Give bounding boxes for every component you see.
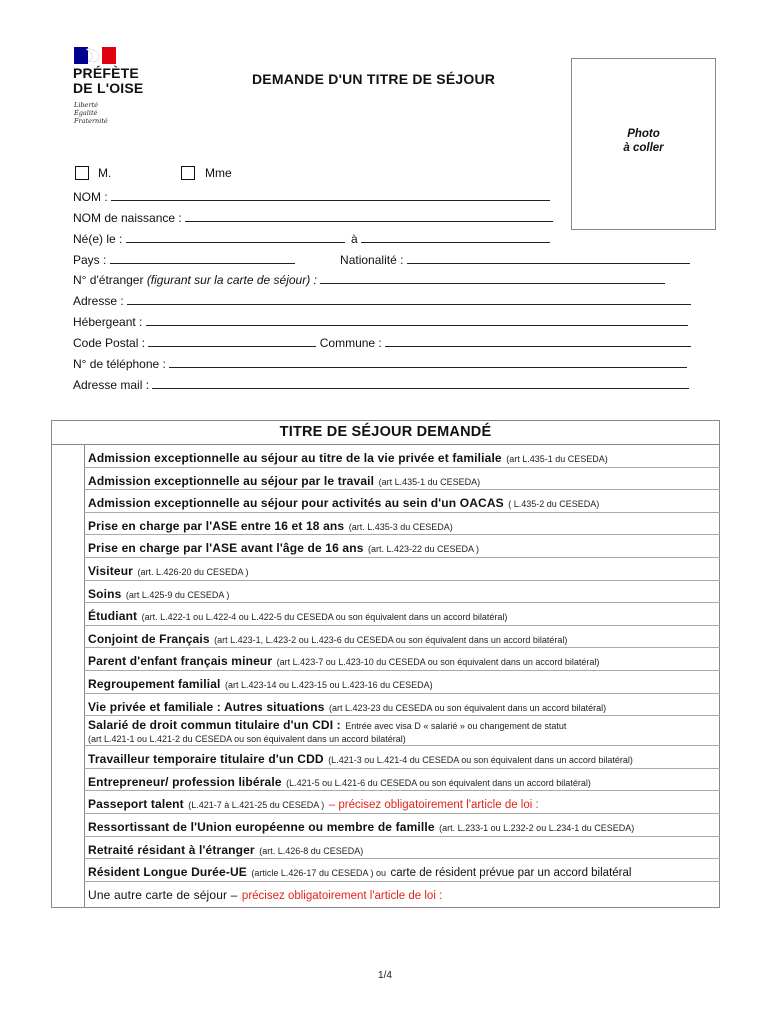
checkbox-m[interactable]: [75, 166, 89, 180]
table-row-checkbox-cell[interactable]: [52, 769, 84, 792]
field-lieu-line[interactable]: [361, 231, 550, 243]
table-row-checkbox-cell[interactable]: [52, 581, 84, 604]
row-legal-reference: (L.421-5 ou L.421-6 du CESEDA ou son équivalent dans un accord bilatéral): [286, 777, 591, 788]
field-nationalite-label: Nationalité :: [340, 253, 404, 267]
table-row: [84, 648, 720, 671]
field-commune-line[interactable]: [385, 335, 691, 347]
table-row-checkbox-cell[interactable]: [52, 671, 84, 694]
row-label: Prise en charge par l'ASE entre 16 et 18 ans: [88, 518, 345, 533]
table-row-checkbox-cell[interactable]: [52, 882, 84, 905]
field-adresse[interactable]: [73, 293, 691, 308]
row-legal-reference-line2: (art L.421-1 ou L.421-2 du CESEDA ou son équivalent dans un accord bilatéral): [88, 734, 406, 745]
row-legal-reference: (art L.423-1, L.423-2 ou L.423-6 du CESEDA ou son équivalent dans un accord bilatéral): [214, 634, 568, 645]
prefecture-name-line2: DE L'OISE: [73, 80, 144, 96]
field-code-postal-label: Code Postal :: [73, 336, 146, 350]
table-row-text: [88, 841, 716, 859]
table-row: [84, 791, 720, 814]
field-nom-naissance-label: NOM de naissance :: [73, 211, 182, 225]
row-label: Retraité résidant à l'étranger: [88, 842, 255, 857]
row-label: Conjoint de Français: [88, 631, 210, 646]
field-nom[interactable]: [73, 189, 550, 204]
row-legal-reference: (art L.435-1 du CESEDA): [506, 454, 608, 464]
table-row-checkbox-cell[interactable]: [52, 746, 84, 769]
checkbox-mme[interactable]: [181, 166, 195, 180]
field-naissance[interactable]: [73, 231, 550, 246]
table-row: [84, 581, 720, 604]
table-row: [84, 716, 720, 746]
table-row-text: [88, 718, 716, 746]
field-num-etranger-note: (figurant sur la carte de séjour) :: [146, 273, 317, 287]
motto-egalite: Égalité: [74, 109, 98, 117]
photo-label-line2: à coller: [623, 142, 664, 154]
table-row: [84, 626, 720, 649]
field-num-etranger[interactable]: [73, 272, 665, 287]
photo-label-line1: Photo: [627, 128, 660, 140]
table-row-checkbox-cell[interactable]: [52, 490, 84, 513]
table-row-checkbox-cell[interactable]: [52, 837, 84, 860]
row-label: Étudiant: [88, 609, 138, 624]
table-row-text: [88, 863, 716, 881]
row-legal-reference: (art. L.233-1 ou L.232-2 ou L.234-1 du CESEDA): [439, 823, 635, 833]
table-row: [84, 513, 720, 536]
field-nom-label: NOM :: [73, 190, 108, 204]
row-label: Vie privée et familiale : Autres situations: [88, 699, 325, 714]
field-commune-label: Commune :: [319, 336, 382, 350]
table-row-checkbox-cell[interactable]: [52, 859, 84, 882]
table-row: [84, 859, 720, 882]
row-label: Prise en charge par l'ASE avant l'âge de 16 ans: [88, 541, 364, 556]
table-row-text: [88, 750, 716, 768]
table-row-checkbox-cell[interactable]: [52, 626, 84, 649]
photo-box: [571, 58, 716, 230]
table-row-text: [88, 652, 716, 670]
field-pays-label: Pays :: [73, 253, 107, 267]
republic-motto: [74, 101, 108, 125]
field-mail-line[interactable]: [152, 377, 689, 389]
field-mail[interactable]: [73, 377, 689, 392]
table-row: [84, 468, 720, 491]
table-row: [84, 882, 720, 905]
table-row-text: [88, 795, 716, 813]
row-instruction-red: précisez obligatoirement l'article de loi :: [241, 889, 443, 902]
field-nom-naissance[interactable]: [73, 210, 553, 225]
table-row-text: [88, 449, 716, 467]
table-row-text: [88, 773, 716, 791]
table-row-checkbox-cell[interactable]: [52, 716, 84, 746]
row-label: Travailleur temporaire titulaire d'un CDD: [88, 752, 324, 767]
field-adresse-line[interactable]: [127, 293, 691, 305]
row-legal-reference: ( L.435-2 du CESEDA): [508, 499, 600, 510]
row-label: Visiteur: [88, 564, 133, 578]
row-legal-reference: (art L.423-23 du CESEDA ou son équivalent dans un accord bilatéral): [328, 702, 607, 713]
row-legal-reference: Entrée avec visa D « salarié » ou changement de statut: [345, 721, 567, 732]
field-hebergeant[interactable]: [73, 314, 688, 329]
field-adresse-label: Adresse :: [73, 294, 124, 308]
field-telephone[interactable]: [73, 356, 687, 371]
table-row: [84, 490, 720, 513]
prefecture-name: [73, 66, 143, 96]
field-mail-label: Adresse mail :: [73, 378, 150, 392]
table-row: [84, 814, 720, 837]
table-row: [84, 746, 720, 769]
row-legal-reference: (art L.423-14 ou L.423-15 ou L.423-16 du CESEDA): [224, 680, 433, 690]
table-title: TITRE DE SÉJOUR DEMANDÉ: [51, 420, 720, 445]
table-row-text: [88, 607, 716, 625]
row-legal-reference: (art. L.426-20 du CESEDA ): [137, 567, 249, 577]
row-extra-text: carte de résident prévue par un accord bilatéral: [390, 867, 632, 880]
row-legal-reference: (L.421-7 à L.421-25 du CESEDA ): [188, 800, 325, 811]
row-legal-reference: (article L.426-17 du CESEDA ) ou: [251, 868, 386, 879]
table-row-text: [88, 886, 716, 904]
field-pays-line[interactable]: [110, 252, 295, 264]
table-row-text: [88, 517, 716, 535]
row-legal-reference: (art L.425-9 du CESEDA ): [125, 589, 230, 600]
row-label: Admission exceptionnelle au séjour au titre de la vie privée et familiale: [88, 451, 502, 465]
field-nom-line[interactable]: [111, 189, 550, 201]
field-telephone-label: N° de téléphone :: [73, 357, 166, 371]
field-ne-le-label: Né(e) le :: [73, 232, 123, 246]
table-row-checkbox-cell[interactable]: [52, 558, 84, 581]
table-row: [84, 558, 720, 581]
row-label: Admission exceptionnelle au séjour pour activités au sein d'un OACAS: [88, 496, 504, 511]
table-row-text: [88, 675, 716, 693]
table-row: [84, 769, 720, 792]
row-label: Salarié de droit commun titulaire d'un CDI :: [88, 718, 341, 733]
field-hebergeant-label: Hébergeant :: [73, 315, 143, 329]
table-row-text: [88, 539, 716, 557]
field-num-etranger-line[interactable]: [320, 272, 665, 284]
table-row-text: [88, 698, 716, 716]
row-legal-reference: (art. L.426-8 du CESEDA): [259, 845, 364, 856]
document-title: DEMANDE D'UN TITRE DE SÉJOUR: [252, 71, 496, 87]
field-nom-naissance-line[interactable]: [185, 210, 553, 222]
table-row-checkbox-cell[interactable]: [52, 791, 84, 814]
field-nationalite-line[interactable]: [407, 252, 690, 264]
page-number: 1/4: [378, 970, 392, 981]
row-label: Admission exceptionnelle au séjour par le travail: [88, 473, 375, 488]
row-label: Soins: [88, 586, 122, 601]
field-telephone-line[interactable]: [169, 356, 687, 368]
table-row: [84, 535, 720, 558]
table-row-text: [88, 585, 716, 603]
table-row-text: [88, 472, 716, 490]
table-row-text: [88, 562, 716, 580]
row-label: Regroupement familial: [88, 677, 221, 691]
row-legal-reference: (art. L.435-3 du CESEDA): [348, 521, 453, 532]
table-row-text: [88, 494, 716, 512]
table-row-checkbox-cell[interactable]: [52, 468, 84, 491]
table-row: [84, 671, 720, 694]
row-label: Résident Longue Durée-UE: [88, 865, 247, 880]
row-legal-reference: (L.421-3 ou L.421-4 du CESEDA ou son équivalent dans un accord bilatéral): [328, 755, 633, 766]
row-label: Une autre carte de séjour –: [88, 887, 238, 902]
table-row-checkbox-cell[interactable]: [52, 814, 84, 837]
row-legal-reference: (art L.435-1 du CESEDA): [378, 476, 481, 487]
checkbox-mme-label: Mme: [205, 166, 232, 180]
field-ne-le-line[interactable]: [126, 231, 345, 243]
motto-fraternite: Fraternité: [74, 117, 108, 125]
table-row-text: [88, 630, 716, 648]
field-code-postal-line[interactable]: [148, 335, 316, 347]
table-row: [84, 694, 720, 717]
field-a-label: à: [351, 232, 358, 246]
row-legal-reference: (art. L.422-1 ou L.422-4 ou L.422-5 du CESEDA ou son équivalent dans un accord bilatéral): [141, 612, 508, 623]
row-label: Passeport talent: [88, 797, 184, 812]
table-row: [84, 603, 720, 626]
table-row-checkbox-cell[interactable]: [52, 535, 84, 558]
table-row-checkbox-cell[interactable]: [52, 513, 84, 536]
row-instruction-red: – précisez obligatoirement l'article de loi :: [328, 799, 539, 812]
checkbox-m-label: M.: [98, 166, 112, 180]
table-row-text: [88, 818, 716, 836]
row-label: Parent d'enfant français mineur: [88, 654, 273, 669]
table-row: [84, 445, 720, 468]
marianne-logo-icon: [74, 47, 116, 64]
table-row-checkbox-cell[interactable]: [52, 694, 84, 717]
field-code-postal-commune[interactable]: [73, 335, 691, 350]
row-legal-reference: (art. L.423-22 du CESEDA ): [368, 544, 480, 555]
table-row-checkbox-cell[interactable]: [52, 648, 84, 671]
prefecture-name-line1: PRÉFÈTE: [73, 65, 139, 81]
field-hebergeant-line[interactable]: [146, 314, 688, 326]
field-num-etranger-label: N° d'étranger: [73, 273, 144, 287]
photo-label: [572, 127, 715, 155]
table-row-checkbox-cell[interactable]: [52, 445, 84, 468]
field-pays-nationalite[interactable]: [73, 252, 690, 267]
motto-liberte: Liberté: [74, 101, 98, 109]
table-row-checkbox-cell[interactable]: [52, 603, 84, 626]
row-legal-reference: (art L.423-7 ou L.423-10 du CESEDA ou son équivalent dans un accord bilatéral): [276, 657, 600, 668]
row-label: Ressortissant de l'Union européenne ou membre de famille: [88, 820, 435, 834]
row-label: Entrepreneur/ profession libérale: [88, 774, 282, 789]
table-row: [84, 837, 720, 860]
